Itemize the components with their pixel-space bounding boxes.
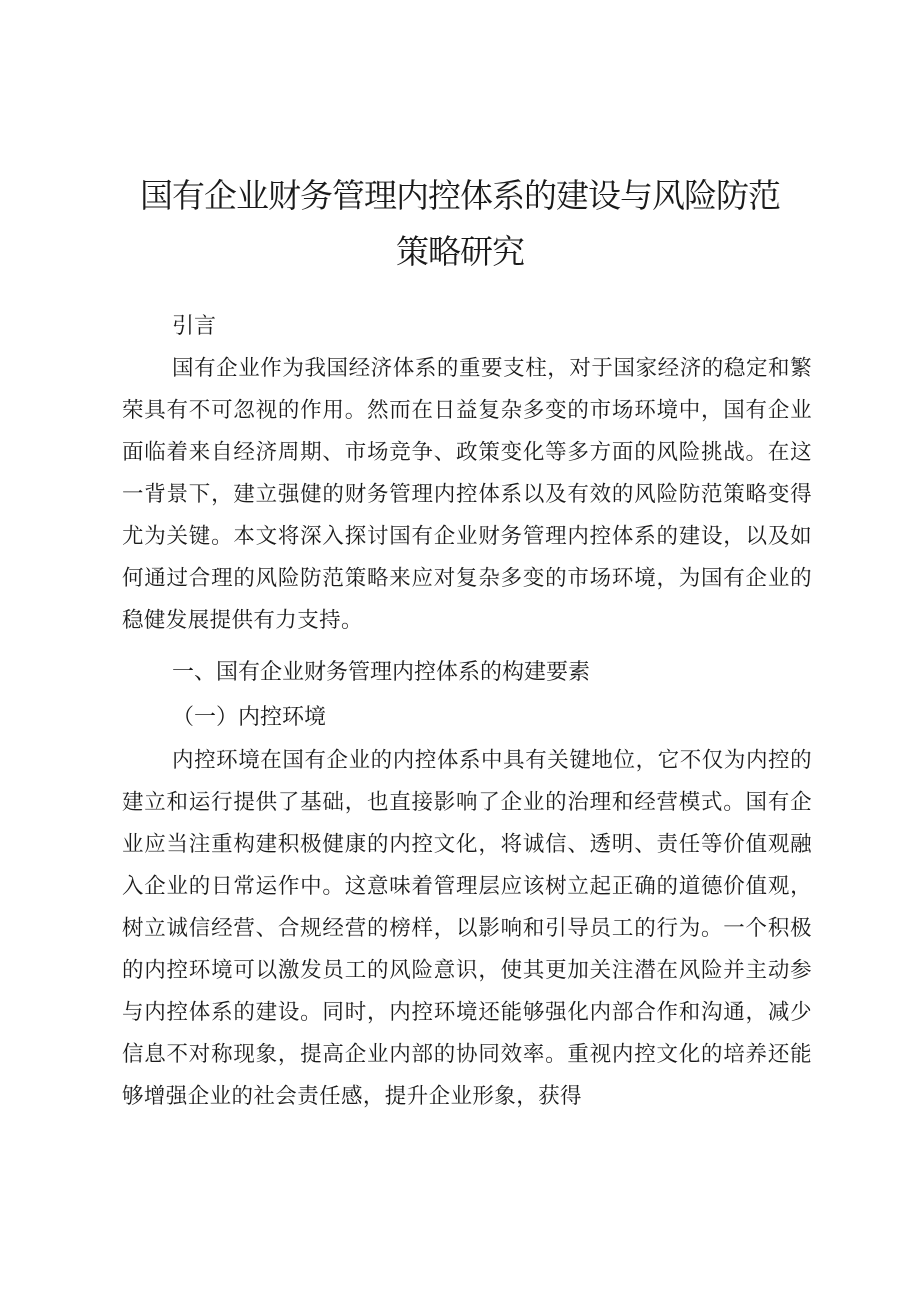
title-line-2: 策略研究 — [396, 232, 524, 271]
intro-paragraph: 国有企业作为我国经济体系的重要支柱，对于国家经济的稳定和繁荣具有不可忽视的作用。然而在日益复杂多变的市场环境中，国有企业面临着来自经济周期、市场竞争、政策变化等多方面的风险挑战。在这一背景下，建立强健的财务管理内控体系以及有效的风险防范策略变得尤为关键。本文将深入探讨国有企业财务管理内控体系的建设，以及如何通过合理的风险防范策略来应对复杂多变的市场环境，为国有企业的稳健发展提供有力支持。 — [122, 356, 812, 633]
intro-label: 引言 — [172, 314, 217, 339]
subsection-paragraph: 内控环境在国有企业的内控体系中具有关键地位，它不仅为内控的建立和运行提供了基础，也直接影响了企业的治理和经营模式。国有企业应当注重构建积极健康的内控文化，将诚信、透明、责任等价值观融入企业的日常运作中。这意味着管理层应该树立起正确的道德价值观，树立诚信经营、合规经营的榜样，以影响和引导员工的行为。一个积极的内控环境可以激发员工的风险意识，使其更加关注潜在风险并主动参与内控体系的建设。同时，内控环境还能够强化内部合作和沟通，减少信息不对称现象，提高企业内部的协同效率。重视内控文化的培养还能够增强企业的社会责任感，提升企业形象，获得 — [122, 748, 812, 1109]
section-heading: 一、国有企业财务管理内控体系的构建要素 — [172, 660, 591, 685]
document-title — [120, 168, 800, 280]
subsection-heading: （一）内控环境 — [172, 705, 327, 730]
title-line-1: 国有企业财务管理内控体系的建设与风险防范 — [140, 176, 780, 215]
